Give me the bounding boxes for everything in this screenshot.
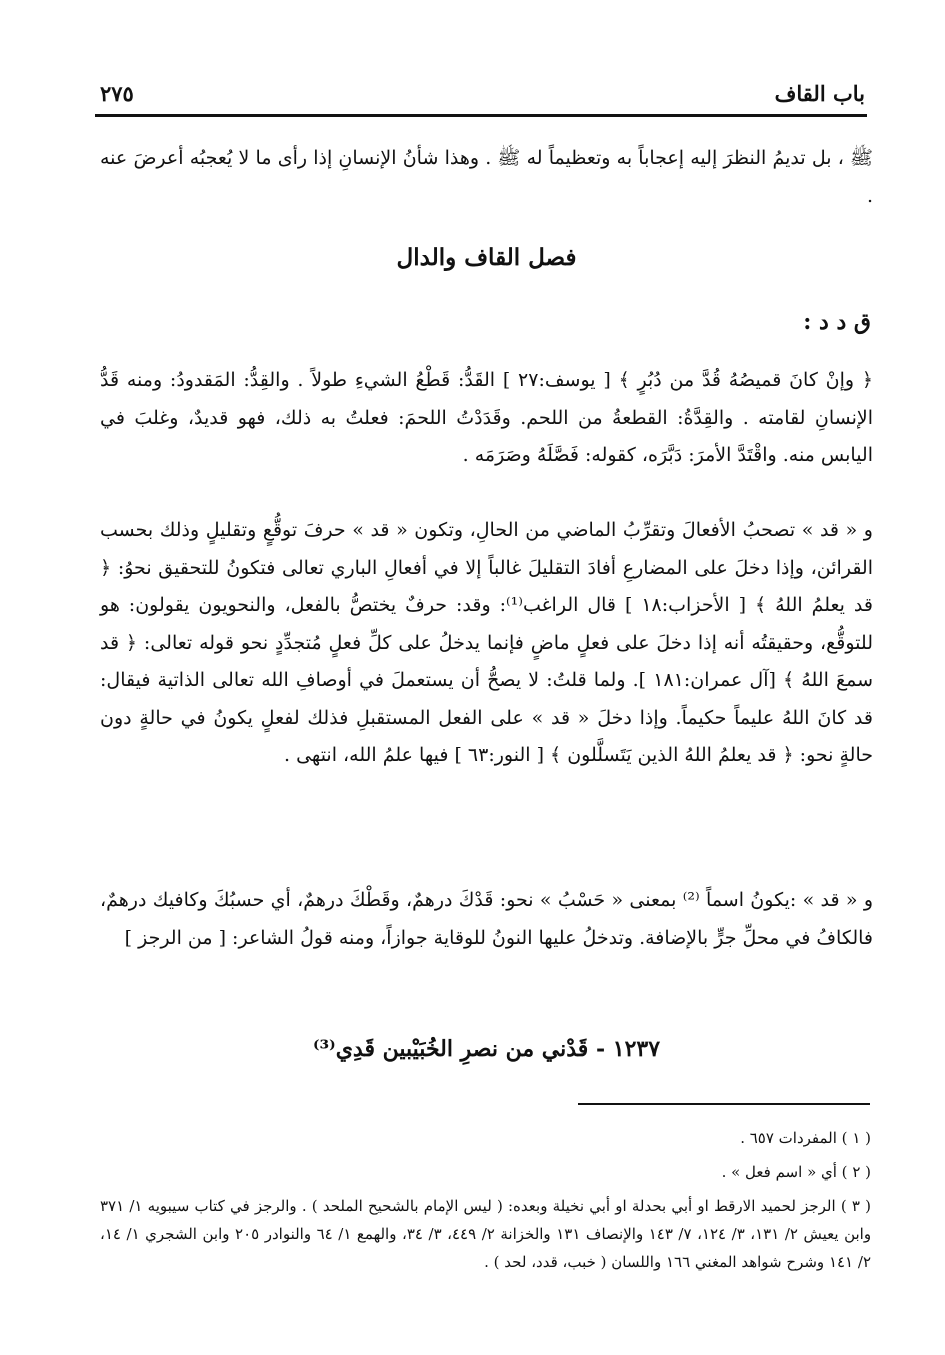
footnote-2: ( ٢ ) أي « اسم فعل » . [721, 1163, 871, 1181]
paragraph-2: و « قد » تصحبُ الأفعالَ وتقرِّبُ الماضي من الحالِ، وتكون « قد » حرفَ توقُّعٍ وتقليلٍ وذلك بحسب القرائن، وإذا دخلَ على المضارعِ أفادَ التقليلَ غالباً إلا في أفعالِ الباري تعالى فتكونُ للتحقيق نحوُ: ﴿ قد يعلمُ اللهُ ﴾ [ الأحزاب:١٨ ] قال الراغب⁽¹⁾: وقد: حرفٌ يختصُّ بالفعل، والنحويون يقولون: هو للتوقُّع، وحقيقتُه أنه إذا دخلَ على فعلٍ ماضٍ فإنما يدخلُ على كلِّ فعلٍ مُتجدِّدٍ نحو قوله تعالى: ﴿ قد سمعَ اللهُ ﴾ [آل عمران:١٨١ ]. ولما قلتُ: لا يصحُّ أن يستعملَ في أوصافِ الله تعالى الذاتية فيقال: قد كانَ اللهُ عليماً حكيماً. وإذا دخلَ « قد » على الفعل المستقبلِ فذلك لفعلٍ يكونُ في حالةٍ دون حالةٍ نحو: ﴿ قد يعلمُ اللهُ الذين يَتَسلَّلون ﴾ [ النور:٦٣ ] فيها علمُ الله، انتهى . [100, 519, 873, 766]
verse-line: ١٢٣٧ - قَدْني من نصرِ الخُبَيْبين قَدِي⁽³⁾ [312, 1036, 661, 1062]
page-number: ٢٧٥ [100, 80, 134, 106]
chapter-title: باب القاف [774, 80, 865, 106]
section-heading: فصل القاف والدال [396, 244, 577, 271]
footnote-1: ( ١ ) المفردات ٦٥٧ . [740, 1129, 871, 1147]
intro-paragraph: ﷺ ، بل تديمُ النظرَ إليه إعجاباً به وتعظيماً له ﷺ . وهذا شأنُ الإنسانِ إذا رأى ما لا يُعجبُه أعرضَ عنه . [100, 147, 873, 207]
page-header [100, 75, 865, 111]
footnote-3: ( ٣ ) الرجز لحميد الارقط او أبي بحدلة او أبي نخيلة وبعده: ( ليس الإمام بالشحيح الملحد ) . والرجز في كتاب سيبويه ١/ ٣٧١ وابن يعيش ٢/ ١٣١، ٣/ ١٢٤، ٧/ ١٤٣ والإنصاف ١٣١ والخزانة ٢/ ٤٤٩، ٣/ ٣٤، والهمع ١/ ٦٤ والنوادر ٢٠٥ وابن الشجري ١/ ١٤، ٢/ ١٤١ وشرح شواهد المغني ١٦٦ واللسان ( خبب، قدد، لحد ) . [100, 1197, 872, 1271]
paragraph-1: ﴿ وإنْ كانَ قميصُهُ قُدَّ من دُبُرٍ ﴾ [ يوسف:٢٧ ] القَدُّ: قَطْعُ الشيءِ طولاً . والقِدُّ: المَقدودُ: ومنه قَدُّ الإنسانِ لقامته . والقِدَّةُ: القطعةُ من اللحم. وقَدَدْتُ اللحمَ: فعلتُ به ذلك، فهو قديدٌ، وغلبَ في اليابس منه. واقْتَدَّ الأمرَ: دَبَّرَه، كقوله: فَصَّلَهُ وصَرَمَه . [100, 369, 873, 466]
header-divider [95, 114, 867, 117]
paragraph-3: و « قد » :يكونُ اسماً ⁽²⁾ بمعنى « حَسْبُ » نحو: قَدْكَ درهمٌ، وقَطْكَ درهمٌ، أي حسبُكَ وكافيك درهمٌ، فالكافُ في محلِّ جرٍّ بالإضافة. وتدخلُ عليها النونُ للوقاية جوازاً، ومنه قولُ الشاعر: [ من الرجز ] [100, 889, 873, 949]
footnote-divider [578, 1103, 870, 1105]
entry-root: ق د د : [803, 309, 871, 335]
